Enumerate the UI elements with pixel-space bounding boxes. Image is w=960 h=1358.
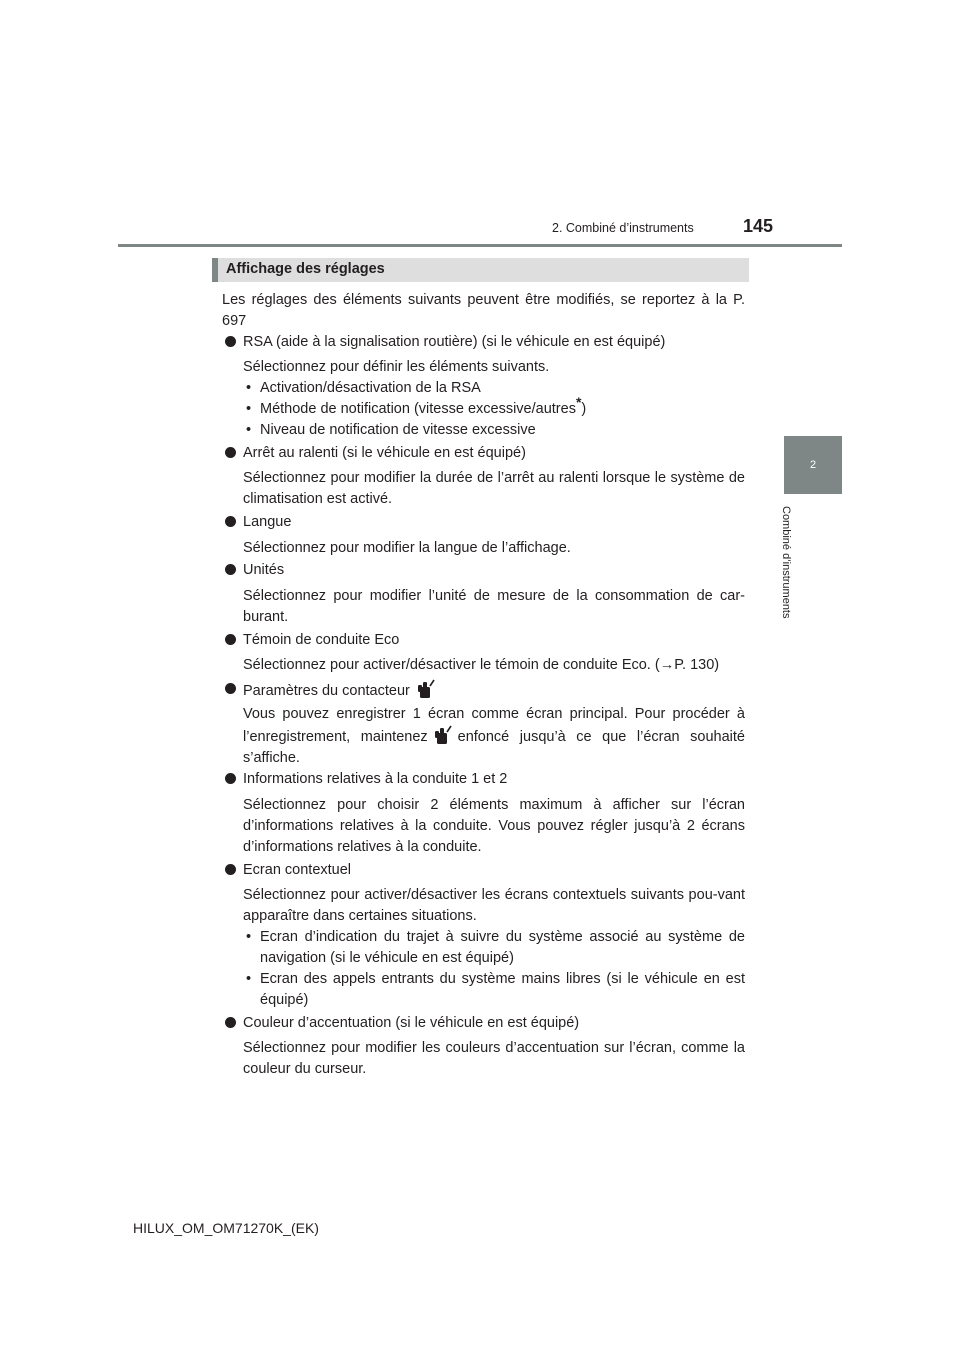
- popup-sub-item-1: • Ecran d’indication du trajet à suivre du système associé au système de navigation (si le véhicule en est équipé): [246, 929, 745, 966]
- page-reference: P. 130): [674, 657, 720, 673]
- heading-accent-bar: [212, 258, 218, 282]
- language-description: Sélectionnez pour modifier la langue de l’affichage.: [243, 540, 571, 556]
- idle-stop-description: Sélectionnez pour modifier la durée de l’arrêt au ralenti lorsque le système de climatisation est activé.: [243, 470, 745, 507]
- bullet-dot: [225, 683, 236, 694]
- popup-description: Sélectionnez pour activer/désactiver les écrans contextuels suivants pou-vant apparaître dans certaines situations.: [243, 887, 745, 924]
- touch-switch-icon: [434, 725, 452, 745]
- accent-color-description: Sélectionnez pour modifier les couleurs d’accentuation sur l’écran, comme la couleur du curseur.: [243, 1040, 745, 1077]
- bullet-dot: [225, 634, 236, 645]
- running-header-section: 2. Combiné d’instruments: [552, 221, 694, 235]
- chapter-number: 2: [809, 459, 817, 471]
- footnote-star: *: [575, 394, 582, 411]
- bullet-dot: [225, 773, 236, 784]
- units-description: Sélectionnez pour modifier l’unité de mesure de la consommation de car-burant.: [243, 588, 745, 625]
- section-heading: [212, 258, 749, 282]
- bullet-dot: [225, 516, 236, 527]
- rsa-sub-item-1: • Activation/désactivation de la RSA: [246, 380, 481, 396]
- arrow-ref-icon: →: [659, 657, 675, 673]
- rsa-sub-item-2: • Méthode de notification (vitesse excessive/autres*): [246, 394, 587, 417]
- page-number: 145: [743, 216, 774, 236]
- eco-description: Sélectionnez pour activer/désactiver le témoin de conduite Eco. (→P. 130): [243, 657, 720, 673]
- bullet-eco: Témoin de conduite Eco: [243, 630, 399, 651]
- chapter-side-label: Combiné d’instruments: [780, 506, 792, 619]
- switch-settings-description: Vous pouvez enregistrer 1 écran comme écran principal. Pour procéder à l’enregistrement, maintenez enfoncé jusqu’à ce que l’écran souhaité s’affiche.: [243, 706, 745, 766]
- bullet-dot: [225, 447, 236, 458]
- bullet-popup-screen: Ecran contextuel: [243, 860, 351, 881]
- driving-info-description: Sélectionnez pour choisir 2 éléments maximum à afficher sur l’écran d’informations relatives à la conduite. Vous pouvez régler jusqu’à 2 écrans d’informations relatives à la conduite.: [243, 797, 745, 855]
- bullet-dot: [225, 564, 236, 575]
- chapter-tab: [784, 436, 842, 494]
- bullet-dot: [225, 1017, 236, 1028]
- bullet-units: Unités: [243, 560, 284, 581]
- rsa-description: Sélectionnez pour définir les éléments suivants.: [243, 359, 550, 375]
- header-rule: [118, 244, 842, 247]
- popup-sub-item-2: • Ecran des appels entrants du système mains libres (si le véhicule en est équipé): [246, 971, 745, 1008]
- bullet-dot: [225, 864, 236, 875]
- bullet-language: Langue: [243, 512, 291, 533]
- bullet-driving-info: Informations relatives à la conduite 1 et 2: [243, 769, 507, 790]
- bullet-rsa: RSA (aide à la signalisation routière) (si le véhicule en est équipé): [243, 332, 665, 353]
- rsa-sub-item-3: • Niveau de notification de vitesse excessive: [246, 422, 536, 438]
- section-heading-text: Affichage des réglages: [226, 261, 385, 277]
- intro-paragraph: Les réglages des éléments suivants peuvent être modifiés, se reportez à la P. 697: [222, 292, 745, 329]
- bullet-accent-color: Couleur d’accentuation (si le véhicule en est équipé): [243, 1013, 579, 1034]
- bullet-idle-stop: Arrêt au ralenti (si le véhicule en est équipé): [243, 443, 526, 464]
- document-code: HILUX_OM_OM71270K_(EK): [133, 1220, 319, 1236]
- touch-switch-icon: [417, 679, 435, 699]
- bullet-dot: [225, 336, 236, 347]
- bullet-switch-settings: Paramètres du contacteur: [243, 679, 438, 702]
